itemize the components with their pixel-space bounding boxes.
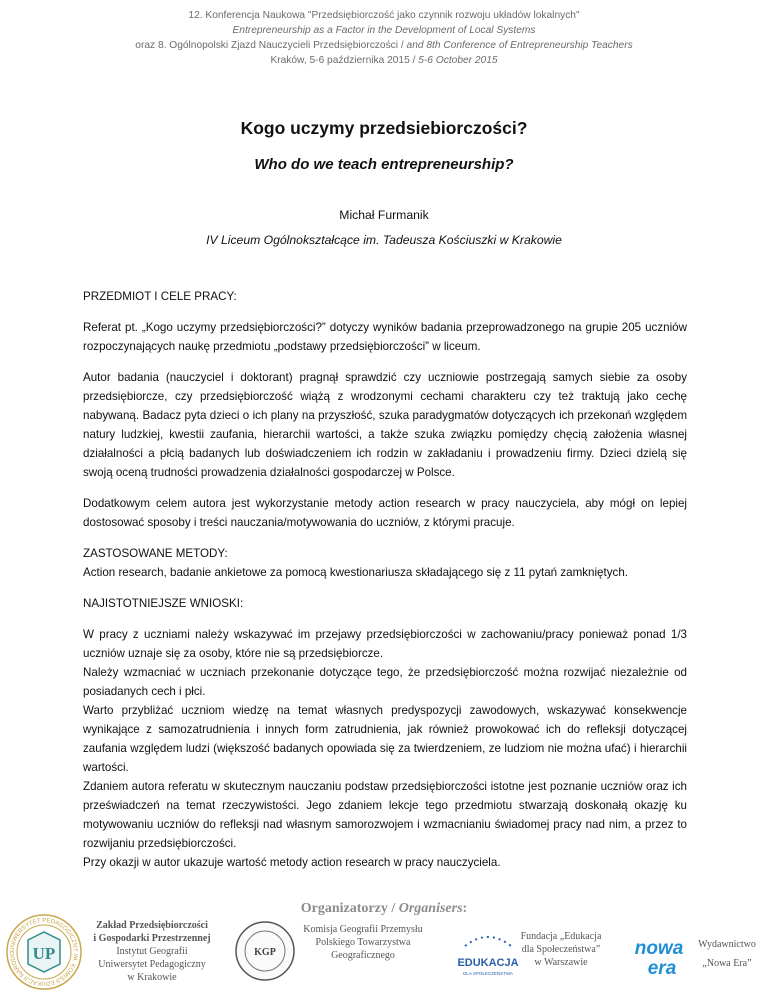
- section-heading-aims: PRZEDMIOT I CELE PRACY:: [83, 290, 237, 303]
- nowa-era-logo-line1: nowa: [634, 938, 684, 959]
- org-nowa-era-text: Wydawnictwo „Nowa Era”: [698, 939, 756, 969]
- nowa-era-logo: [628, 932, 690, 980]
- up-logo-letters: UP: [32, 944, 56, 963]
- paragraph: Action research, badanie ankietowe za pomocą kwestionariusza składającego się z 11 pytań zamkniętych.: [83, 566, 628, 579]
- paragraph: Przy okazji w autor ukazuje wartość metody action research w pracy nauczyciela.: [83, 856, 501, 869]
- kgp-logo-text: KGP: [254, 947, 276, 958]
- paper-title: Kogo uczymy przedsiebiorczości?: [240, 118, 528, 138]
- paragraph: Referat pt. „Kogo uczymy przedsiębiorczości?” dotyczy wyników badania przeprowadzonego na grupie 205 uczniów rozpoczynających naukę przedmiotu „podstawy przedsiębiorczości” w liceum.: [83, 321, 687, 353]
- org-up-text: Zakład Przedsiębiorczości i Gospodarki Przestrzennej Instytut Geografii Uniwersytet Pedagogiczny w Krakowie: [93, 920, 211, 983]
- org-edukacja-text: Fundacja „Edukacja dla Społeczeństwa” w Warszawie: [520, 931, 602, 968]
- conference-header: [0, 8, 768, 68]
- edukacja-logo-text: EDUKACJA: [457, 957, 519, 969]
- organisers-title: Organizatorzy / Organisers:: [300, 901, 468, 916]
- up-university-logo: [4, 912, 84, 992]
- author-name: Michał Furmanik: [339, 208, 429, 222]
- up-logo-ring-text: UNIWERSYTET PEDAGOGICZNY IM. KOMISJI EDUKACJI NARODO: [9, 917, 79, 987]
- nowa-era-logo-line2: era: [647, 958, 677, 979]
- header-line-1: 12. Konferencja Naukowa "Przedsiębiorczość jako czynnik rozwoju układów lokalnych": [188, 10, 580, 21]
- header-line-2: Entrepreneurship as a Factor in the Development of Local Systems: [232, 25, 536, 36]
- edukacja-logo-small: DLA SPOŁECZEŃSTWA: [463, 971, 513, 976]
- paragraph: W pracy z uczniami należy wskazywać im przejawy przedsiębiorczości w zachowaniu/pracy ponieważ ponad 1/3 uczniów uznaje się za osoby, które nie są przedsiębiorcze.: [83, 628, 687, 660]
- author-affiliation: IV Liceum Ogólnokształcące im. Tadeusza Kościuszki w Krakowie: [206, 233, 562, 247]
- paragraph: Należy wzmacniać w uczniach przekonanie dotyczące tego, że przedsiębiorczość można rozwijać niezależnie od posiadanych cech i płci.: [83, 666, 687, 698]
- section-heading-conclusions: NAJISTOTNIEJSZE WNIOSKI:: [83, 597, 244, 610]
- paragraph: Zdaniem autora referatu w skutecznym nauczaniu podstaw przedsiębiorczości istotne jest poznanie uczniów oraz ich przeświadczeń na temat rzeczywistości. Jego zdaniem lekcje tego przedmiotu stwarzają doskonałą okazję ku motywowaniu uczniów do refleksji nad własnym samorozwojem i wzmacnianiu świadomej pracy nad nim, a przez to rozwijaniu przedsiębiorczości.: [83, 780, 687, 850]
- kgp-commission-logo: [234, 920, 296, 982]
- organisers-footer: [0, 898, 768, 994]
- abstract-body: [83, 287, 687, 872]
- header-line-4: Kraków, 5-6 października 2015 / 5-6 October 2015: [270, 55, 498, 66]
- paragraph: Autor badania (nauczyciel i doktorant) pragnął sprawdzić czy uczniowie postrzegają samych siebie za osoby przedsiębiorcze, czy przedsiębiorczość wiążą z wrodzonymi cechami charakteru czy też traktują jako cechę nabywaną. Badacz pyta dzieci o ich plany na przyszłość, szuka paradygmatów dotyczących ich przekonań względem natury ludzkiej, kwestii zaufania, hierarchii wartości, a także szuka związku pomiędzy chęcią założenia własnej działalności a płcią badanych lub doświadczeniem ich rodzin w zakładaniu i prowadzeniu firmy. Dzieci dzielą się swoją oceną trudności prowadzenia działalności gospodarczej w Polsce.: [83, 371, 687, 479]
- org-kgp-text: Komisja Geografii Przemysłu Polskiego Towarzystwa Geograficznego: [303, 924, 423, 961]
- header-line-3: oraz 8. Ogólnopolski Zjazd Nauczycieli Przedsiębiorczości / and 8th Conference of Entrepreneurship Teachers: [135, 40, 633, 51]
- section-heading-methods: ZASTOSOWANE METODY:: [83, 547, 228, 560]
- paragraph: Warto przybliżać uczniom wiedzę na temat własnych predyspozycji zawodowych, wskazywać konsekwencje wynikające z samozatrudnienia i innych form zatrudnienia, jak również prowokować ich do refleksji dotyczącej zaufania względem ludzi (większość badanych opowiada się za twierdzeniem, ze ludziom nie można ufać) i hierarchii wartości.: [83, 704, 687, 774]
- paragraph: Dodatkowym celem autora jest wykorzystanie metody action research w pracy nauczyciela, aby mógł on lepiej dostosować sposoby i treści nauczania/motywowania do uczniów, z którymi pracuje.: [83, 497, 687, 529]
- paper-subtitle: Who do we teach entrepreneurship?: [254, 156, 514, 173]
